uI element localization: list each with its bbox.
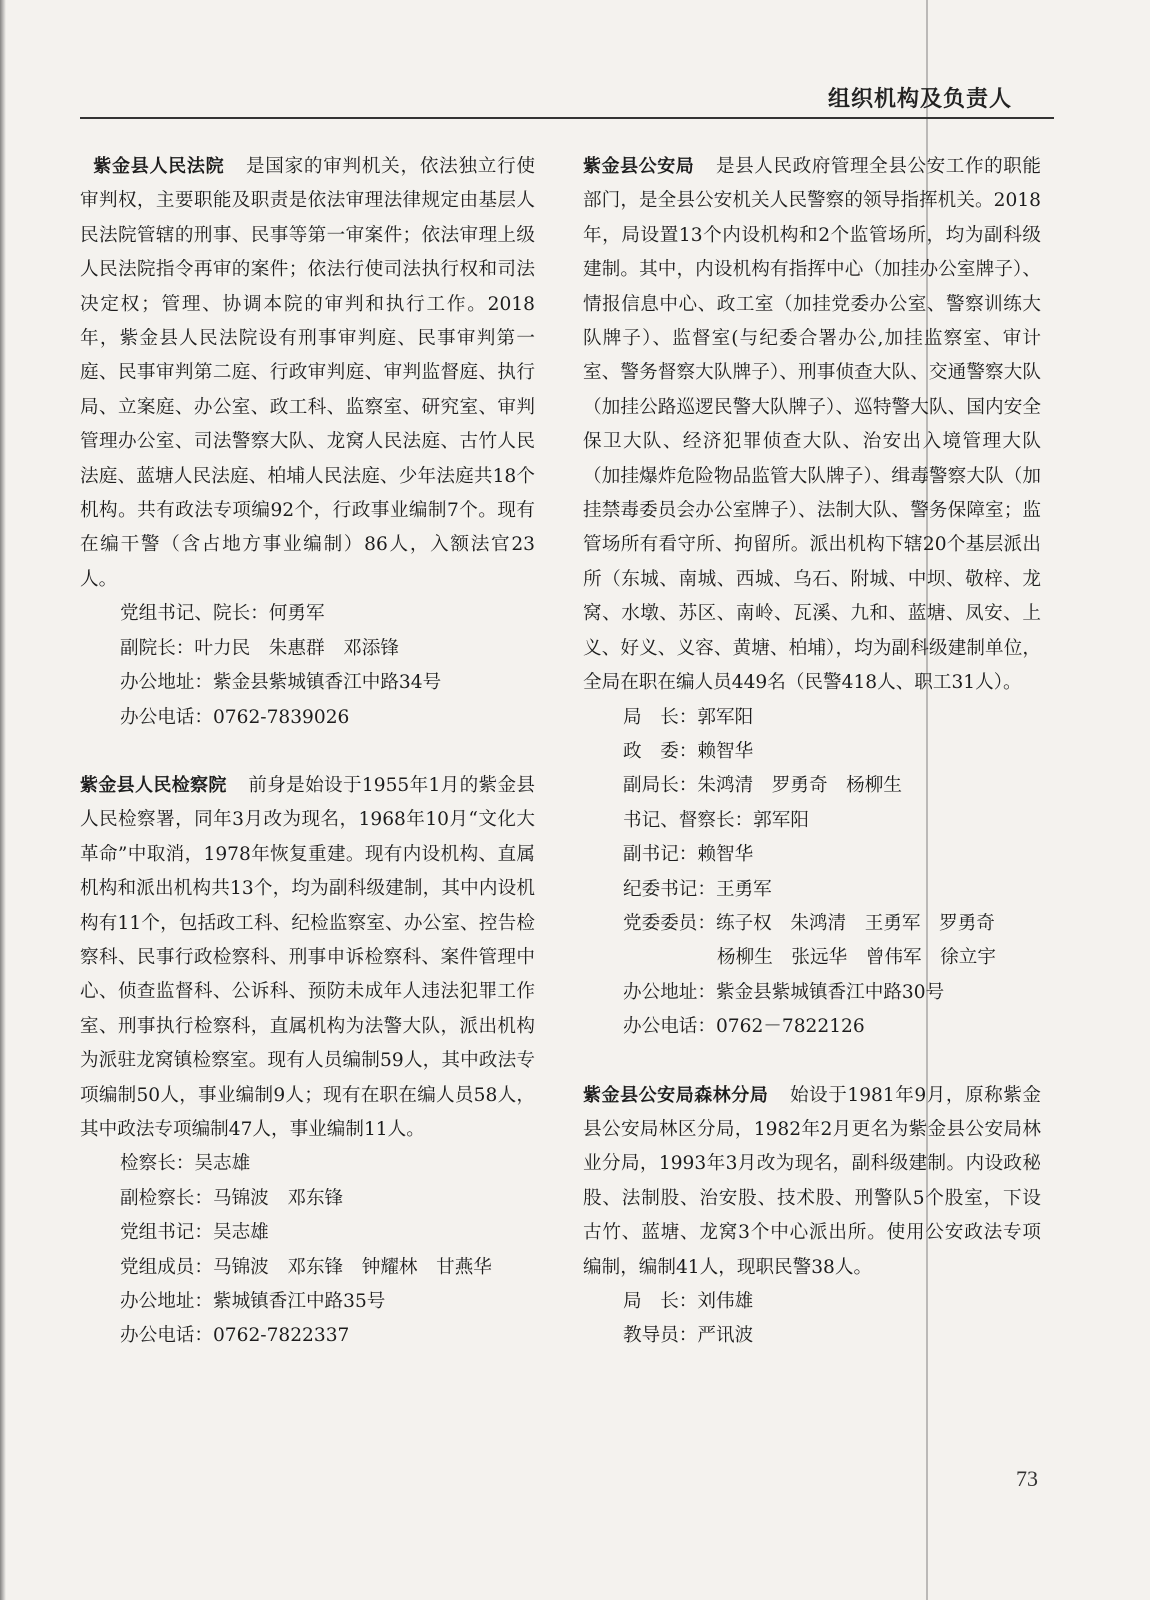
role-line: 纪委书记：王勇军: [623, 878, 772, 900]
role-line: 副院长：叶力民 朱惠群 邓添锋: [120, 637, 399, 659]
roles-list: [583, 1285, 1041, 1354]
role-line: 办公地址：紫金县紫城镇香江中路30号: [623, 981, 945, 1003]
entry-name: 紫金县公安局: [583, 156, 695, 177]
running-header: 组织机构及负责人: [827, 87, 1012, 112]
role-line: 副书记：赖智华: [623, 844, 754, 866]
entry-public-security: [583, 150, 1041, 1045]
role-line: 副局长：朱鸿清 罗勇奇 杨柳生: [623, 775, 902, 797]
left-column: [80, 150, 535, 1354]
role-line: 局 长：郭军阳: [623, 706, 754, 728]
role-line: 教导员：严讯波: [623, 1325, 754, 1347]
role-line: 党委委员：练子权 朱鸿清 王勇军 罗勇奇: [623, 912, 995, 934]
role-line: 办公电话：0762-7822337: [120, 1325, 350, 1347]
roles-list: [80, 1147, 535, 1353]
entry-body: 是县人民政府管理全县公安工作的职能部门，是全县公安机关人民警察的领导指挥机关。2018年，局设置13个内设机构和2个监管场所，均为副科级建制。其中，内设机构有指挥中心（加挂办公室牌子）、情报信息中心、政工室（加挂党委办公室、警察训练大队牌子）、监督室(与纪委合署办公,加挂监察室、审计室、警务督察大队牌子）、刑事侦查大队、交通警察大队（加挂公路巡逻民警大队牌子）、巡特警大队、国内安全保卫大队、经济犯罪侦查大队、治安出入境管理大队（加挂爆炸危险物品监管大队牌子）、缉毒警察大队（加挂禁毒委员会办公室牌子）、法制大队、警务保障室；监管场所有看守所、拘留所。派出机构下辖20个基层派出所（东城、南城、西城、乌石、附城、中坝、敬梓、龙窝、水墩、苏区、南岭、瓦溪、九和、蓝塘、凤安、上义、好义、义容、黄塘、柏埔），均为副科级建制单位，全局在职在编人员449名（民警418人、职工31人）。: [583, 156, 1041, 694]
roles-list: [583, 701, 1041, 1045]
role-line: 办公地址：紫金县紫城镇香江中路34号: [120, 672, 442, 694]
entry-paragraph: [583, 1079, 1041, 1285]
entry-body: 始设于1981年9月，原称紫金县公安局林区分局，1982年2月更名为紫金县公安局林业分局，1993年3月改为现名，副科级建制。内设政秘股、法制股、治安股、技术股、刑警队5个股室，下设古竹、蓝塘、龙窝3个中心派出所。使用公安政法专项编制，编制41人，现职民警38人。: [583, 1084, 1041, 1278]
entry-court: [80, 150, 535, 735]
role-line: 办公电话：0762-7839026: [120, 706, 350, 728]
role-line: 党组成员：马锦波 邓东锋 钟耀林 甘燕华: [120, 1256, 492, 1278]
role-line: 办公电话：0762－7822126: [623, 1016, 865, 1038]
right-column: [583, 150, 1041, 1354]
entry-spacer: [583, 1045, 1041, 1079]
scan-edge-shadow: [0, 0, 6, 1600]
roles-list: [80, 597, 535, 735]
entry-name: 紫金县人民法院: [93, 156, 225, 177]
role-line: 检察长：吴志雄: [120, 1153, 251, 1175]
entry-procuratorate: [80, 769, 535, 1354]
role-line: 副检察长：马锦波 邓东锋: [120, 1187, 344, 1209]
entry-paragraph: [80, 150, 535, 597]
role-line: 政 委：赖智华: [623, 740, 754, 762]
entry-forest-branch: [583, 1079, 1041, 1354]
entry-name: 紫金县公安局森林分局: [583, 1084, 769, 1106]
role-line-continuation: 杨柳生 张远华 曾伟军 徐立宇: [717, 947, 996, 969]
role-line: 党组书记：吴志雄: [120, 1222, 269, 1244]
entry-body: 是国家的审判机关，依法独立行使审判权，主要职能及职责是依法审理法律规定由基层人民法院管辖的刑事、民事等第一审案件；依法审理上级人民法院指令再审的案件；依法行使司法执行权和司法决定权；管理、协调本院的审判和执行工作。2018年，紫金县人民法院设有刑事审判庭、民事审判第一庭、民事审判第二庭、行政审判庭、审判监督庭、执行局、立案庭、办公室、政工科、监察室、研究室、审判管理办公室、司法警察大队、龙窝人民法庭、古竹人民法庭、蓝塘人民法庭、柏埔人民法庭、少年法庭共18个机构。共有政法专项编92个，行政事业编制7个。现有在编干警（含占地方事业编制）86人，入额法官23人。: [80, 156, 535, 590]
entry-paragraph: [583, 150, 1041, 701]
entry-name: 紫金县人民检察院: [80, 774, 227, 796]
entry-spacer: [80, 735, 535, 769]
page-number: 73: [1016, 1466, 1038, 1491]
role-line: 书记、督察长：郭军阳: [623, 809, 809, 831]
role-line: 办公地址：紫城镇香江中路35号: [120, 1291, 386, 1312]
role-line: 党组书记、院长：何勇军: [120, 603, 325, 625]
entry-body: 前身是始设于1955年1月的紫金县人民检察署，同年3月改为现名，1968年10月“文化大革命”中取消，1978年恢复重建。现有内设机构、直属机构和派出机构共13个，均为副科级建制，其中内设机构有11个，包括政工科、纪检监察室、办公室、控告检察科、民事行政检察科、刑事申诉检察科、案件管理中心、侦查监督科、公诉科、预防未成年人违法犯罪工作室、刑事执行检察科，直属机构为法警大队，派出机构为派驻龙窝镇检察室。现有人员编制59人，其中政法专项编制50人，事业编制9人；现有在职在编人员58人，其中政法专项编制47人，事业编制11人。: [80, 774, 535, 1140]
role-line: 局 长：刘伟雄: [623, 1291, 754, 1312]
header-rule: [80, 117, 1054, 119]
entry-paragraph: [80, 769, 535, 1147]
